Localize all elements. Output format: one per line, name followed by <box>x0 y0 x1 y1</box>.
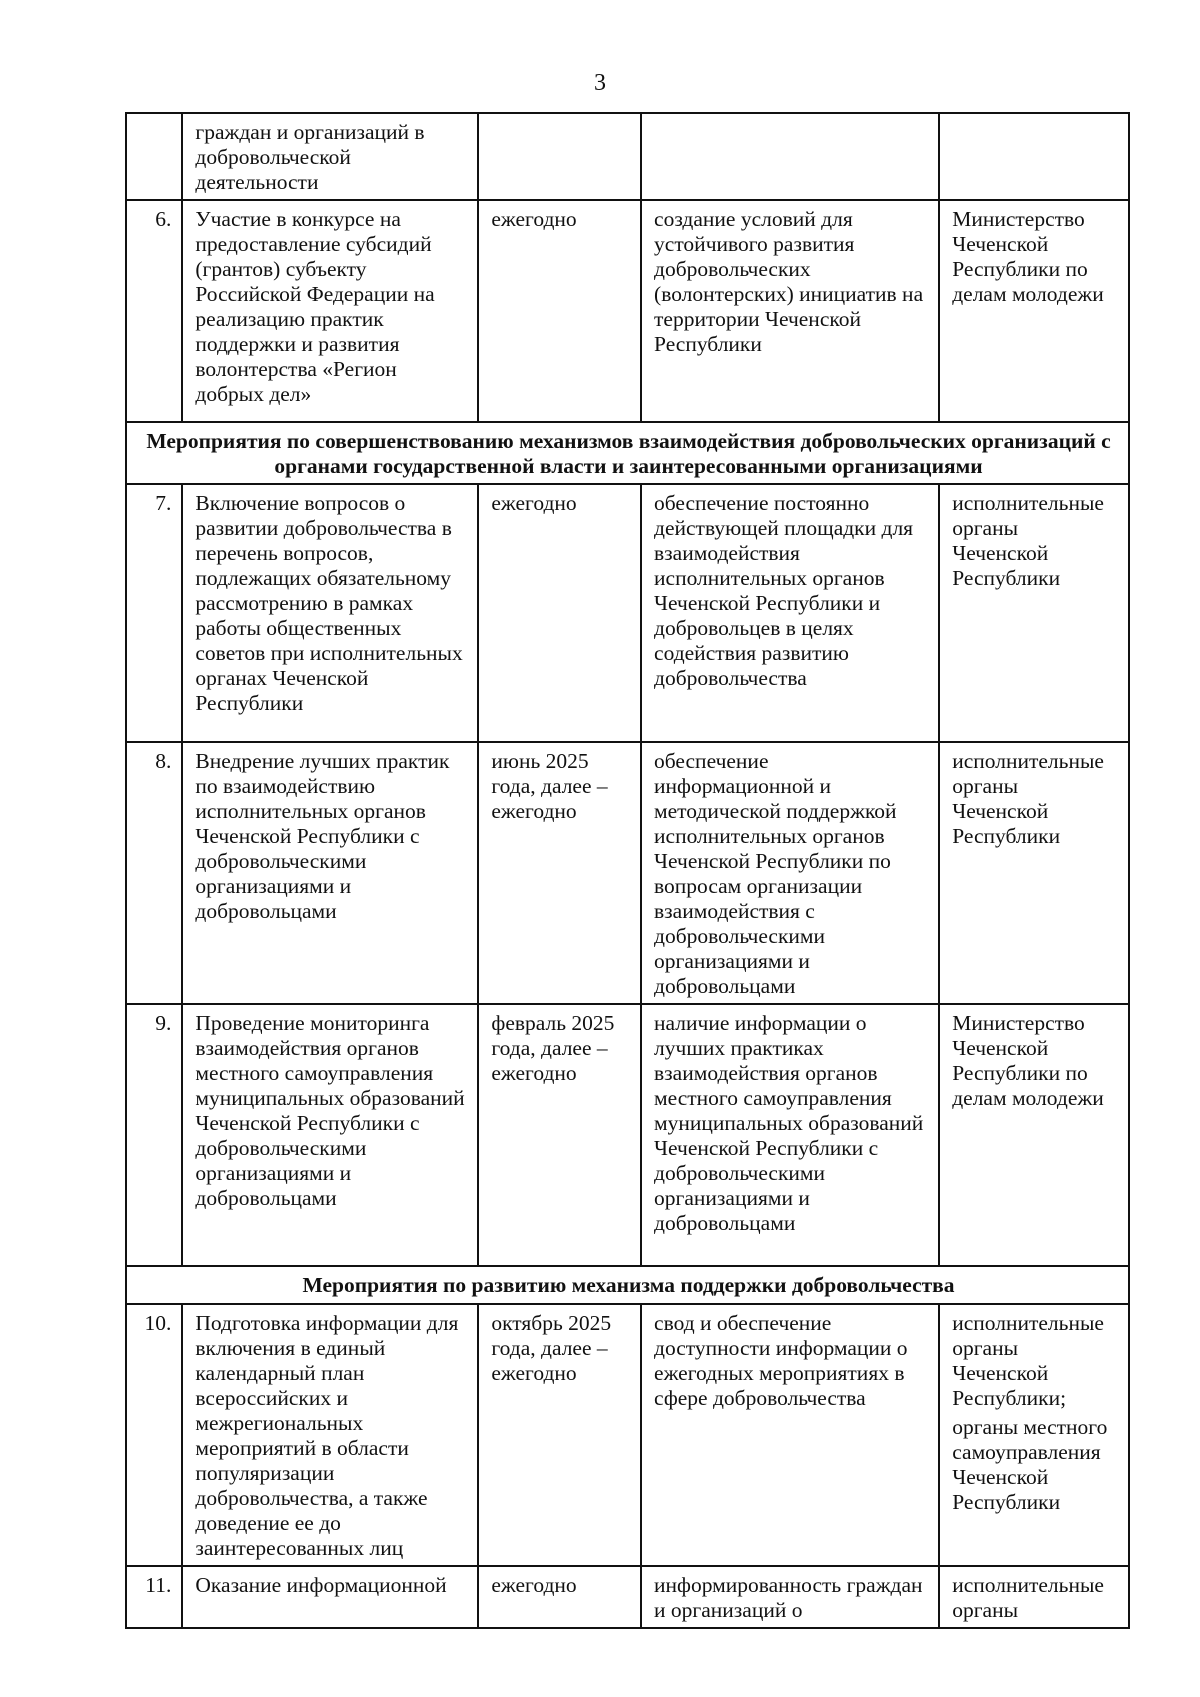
table-row <box>126 113 1129 200</box>
result-cell <box>641 113 939 200</box>
result-cell: свод и обеспечение доступности информации о ежегодных мероприятиях в сфере добровольчества <box>641 1304 939 1566</box>
row-number: 6. <box>126 200 182 422</box>
row-number: 11. <box>126 1566 182 1628</box>
term-cell: октябрь 2025 года, далее – ежегодно <box>478 1304 641 1566</box>
table-row <box>126 1304 1129 1566</box>
row-number <box>126 113 182 200</box>
result-cell: обеспечение постоянно действующей площадки для взаимодействия исполнительных органов Чеченской Республики и добровольцев в целях содействия развитию добровольчества <box>641 484 939 742</box>
executor-cell: исполнительные органы <box>939 1566 1129 1628</box>
term-cell: февраль 2025 года, далее – ежегодно <box>478 1004 641 1266</box>
event-cell: граждан и организаций в добровольческой деятельности <box>182 113 478 200</box>
executor-cell: Министерство Чеченской Республики по делам молодежи <box>939 1004 1129 1266</box>
section-header-row <box>126 422 1129 484</box>
result-cell: создание условий для устойчивого развития добровольческих (волонтерских) инициатив на территории Чеченской Республики <box>641 200 939 422</box>
page-number: 3 <box>594 70 606 96</box>
action-plan-table <box>125 112 1130 1629</box>
result-cell: обеспечение информационной и методической поддержкой исполнительных органов Чеченской Республики по вопросам организации взаимодействия с добровольческими организациями и добровольцами <box>641 742 939 1004</box>
event-cell: Внедрение лучших практик по взаимодействию исполнительных органов Чеченской Республики с добровольческими организациями и добровольцами <box>182 742 478 1004</box>
table-row <box>126 200 1129 422</box>
result-cell: информированность граждан и организаций о <box>641 1566 939 1628</box>
section-header-row <box>126 1266 1129 1304</box>
table-row <box>126 1566 1129 1628</box>
section-title: Мероприятия по совершенствованию механизмов взаимодействия добровольческих организаций с органами государственной власти и заинтересованными организациями <box>126 422 1129 484</box>
event-cell: Подготовка информации для включения в единый календарный план всероссийских и межрегиональных мероприятий в области популяризации добровольчества, а также доведение ее до заинтересованных лиц <box>182 1304 478 1566</box>
term-cell: ежегодно <box>478 484 641 742</box>
event-cell: Оказание информационной <box>182 1566 478 1628</box>
table-row <box>126 1004 1129 1266</box>
result-cell: наличие информации о лучших практиках взаимодействия органов местного самоуправления муниципальных образований Чеченской Республики с добровольческими организациями и добровольцами <box>641 1004 939 1266</box>
term-cell: ежегодно <box>478 200 641 422</box>
row-number: 7. <box>126 484 182 742</box>
executor-line: органы местного самоуправления Чеченской Республики <box>952 1415 1108 1514</box>
term-cell <box>478 113 641 200</box>
executor-cell <box>939 113 1129 200</box>
term-cell: июнь 2025 года, далее – ежегодно <box>478 742 641 1004</box>
table-row <box>126 484 1129 742</box>
event-cell: Участие в конкурсе на предоставление субсидий (грантов) субъекту Российской Федерации на реализацию практик поддержки и развития волонтерства «Регион добрых дел» <box>182 200 478 422</box>
term-cell: ежегодно <box>478 1566 641 1628</box>
table-row <box>126 742 1129 1004</box>
executor-cell: Министерство Чеченской Республики по делам молодежи <box>939 200 1129 422</box>
executor-line: исполнительные органы Чеченской Республики; <box>952 1311 1104 1410</box>
row-number: 9. <box>126 1004 182 1266</box>
executor-cell: исполнительные органы Чеченской Республики <box>939 742 1129 1004</box>
row-number: 10. <box>126 1304 182 1566</box>
executor-cell: исполнительные органы Чеченской Республики <box>939 484 1129 742</box>
event-cell: Проведение мониторинга взаимодействия органов местного самоуправления муниципальных образований Чеченской Республики с добровольческими организациями и добровольцами <box>182 1004 478 1266</box>
row-number: 8. <box>126 742 182 1004</box>
section-title: Мероприятия по развитию механизма поддержки добровольчества <box>126 1266 1129 1304</box>
event-cell: Включение вопросов о развитии добровольчества в перечень вопросов, подлежащих обязательному рассмотрению в рамках работы общественных советов при исполнительных органах Чеченской Республики <box>182 484 478 742</box>
executor-cell <box>939 1304 1129 1566</box>
